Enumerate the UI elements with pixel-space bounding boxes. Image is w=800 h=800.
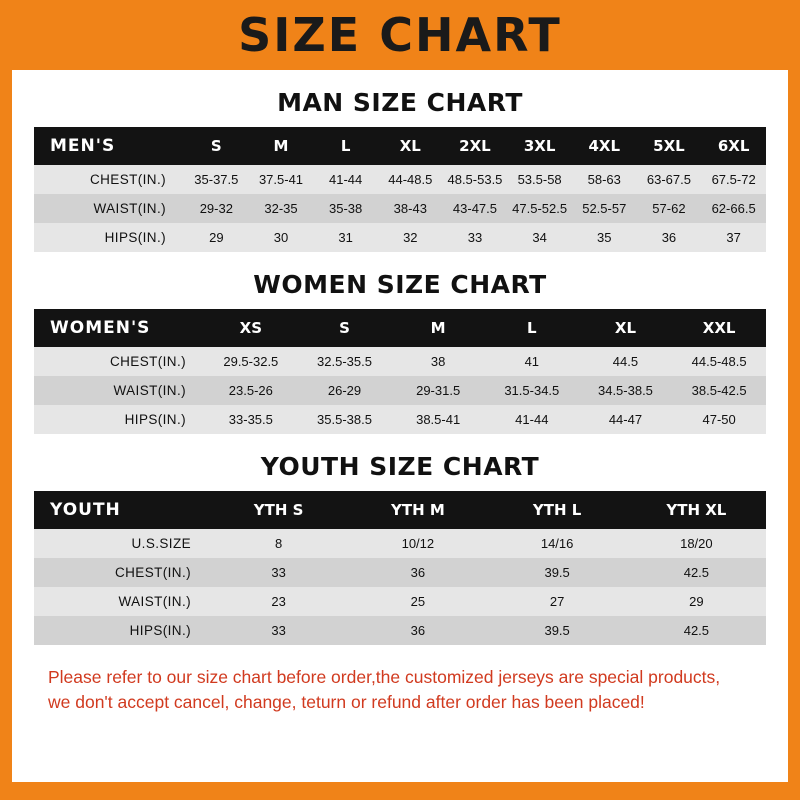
men-hips-l: 31 [313, 223, 378, 252]
youth-waist-m: 25 [348, 587, 487, 616]
men-waist-2xl: 43-47.5 [443, 194, 508, 223]
table-row [34, 587, 766, 616]
men-chest-s: 35-37.5 [184, 165, 249, 194]
table-row [34, 405, 766, 434]
footer-note [34, 659, 766, 716]
men-hips-m: 30 [249, 223, 314, 252]
women-waist-xl: 34.5-38.5 [579, 376, 673, 405]
youth-hips-m: 36 [348, 616, 487, 645]
women-hips-l: 41-44 [485, 405, 579, 434]
men-chest-6xl: 67.5-72 [701, 165, 766, 194]
women-size-table [34, 309, 766, 434]
men-waist-m: 32-35 [249, 194, 314, 223]
men-waist-s: 29-32 [184, 194, 249, 223]
women-chest-xl: 44.5 [579, 347, 673, 376]
men-waist-xl: 38-43 [378, 194, 443, 223]
youth-chest-m: 36 [348, 558, 487, 587]
men-header-title: MEN'S [34, 127, 184, 165]
men-header-2xl: 2XL [443, 127, 508, 165]
youth-header-m: YTH M [348, 491, 487, 529]
women-row-label-chest: CHEST(IN.) [34, 347, 204, 376]
men-header-3xl: 3XL [507, 127, 572, 165]
youth-section-title: YOUTH SIZE CHART [260, 452, 540, 481]
men-header-5xl: 5XL [637, 127, 702, 165]
table-header-row [34, 127, 766, 165]
men-waist-3xl: 47.5-52.5 [507, 194, 572, 223]
men-waist-l: 35-38 [313, 194, 378, 223]
youth-size-table [34, 491, 766, 645]
women-section-title: WOMEN SIZE CHART [253, 270, 547, 299]
youth-hips-xl: 42.5 [627, 616, 766, 645]
table-row [34, 165, 766, 194]
table-row [34, 376, 766, 405]
table-header-row [34, 491, 766, 529]
table-row [34, 529, 766, 558]
content [12, 88, 788, 716]
table-row [34, 558, 766, 587]
footer-note-line-1: Please refer to our size chart before order,the customized jerseys are special products, [48, 667, 721, 687]
women-header-xl: XL [579, 309, 673, 347]
women-hips-xxl: 47-50 [672, 405, 766, 434]
men-hips-s: 29 [184, 223, 249, 252]
youth-header-s: YTH S [209, 491, 348, 529]
table-row [34, 223, 766, 252]
men-header-xl: XL [378, 127, 443, 165]
men-header-m: M [249, 127, 314, 165]
men-hips-3xl: 34 [507, 223, 572, 252]
men-row-label-chest: CHEST(IN.) [34, 165, 184, 194]
women-header-title: WOMEN'S [34, 309, 204, 347]
banner [0, 0, 800, 70]
youth-header-title: YOUTH [34, 491, 209, 529]
youth-ussize-xl: 18/20 [627, 529, 766, 558]
men-chest-5xl: 63-67.5 [637, 165, 702, 194]
youth-row-label-hips: HIPS(IN.) [34, 616, 209, 645]
youth-ussize-s: 8 [209, 529, 348, 558]
women-chest-xs: 29.5-32.5 [204, 347, 298, 376]
banner-title: SIZE CHART [238, 8, 562, 62]
youth-ussize-m: 10/12 [348, 529, 487, 558]
women-row-label-waist: WAIST(IN.) [34, 376, 204, 405]
youth-chest-s: 33 [209, 558, 348, 587]
women-waist-m: 29-31.5 [391, 376, 485, 405]
youth-waist-l: 27 [488, 587, 627, 616]
youth-header-l: YTH L [488, 491, 627, 529]
women-header-l: L [485, 309, 579, 347]
youth-waist-s: 23 [209, 587, 348, 616]
youth-hips-s: 33 [209, 616, 348, 645]
men-waist-5xl: 57-62 [637, 194, 702, 223]
women-waist-s: 26-29 [298, 376, 392, 405]
youth-waist-xl: 29 [627, 587, 766, 616]
men-waist-4xl: 52.5-57 [572, 194, 637, 223]
women-chest-l: 41 [485, 347, 579, 376]
women-header-xxl: XXL [672, 309, 766, 347]
men-header-l: L [313, 127, 378, 165]
men-hips-6xl: 37 [701, 223, 766, 252]
women-waist-xxl: 38.5-42.5 [672, 376, 766, 405]
footer-note-line-2: we don't accept cancel, change, teturn or refund after order has been placed! [48, 692, 645, 713]
women-chest-m: 38 [391, 347, 485, 376]
youth-hips-l: 39.5 [488, 616, 627, 645]
table-row [34, 616, 766, 645]
women-hips-s: 35.5-38.5 [298, 405, 392, 434]
youth-chest-l: 39.5 [488, 558, 627, 587]
men-header-s: S [184, 127, 249, 165]
women-hips-xs: 33-35.5 [204, 405, 298, 434]
men-chest-3xl: 53.5-58 [507, 165, 572, 194]
women-header-s: S [298, 309, 392, 347]
men-waist-6xl: 62-66.5 [701, 194, 766, 223]
youth-row-label-chest: CHEST(IN.) [34, 558, 209, 587]
women-row-label-hips: HIPS(IN.) [34, 405, 204, 434]
women-chest-xxl: 44.5-48.5 [672, 347, 766, 376]
men-size-table [34, 127, 766, 252]
table-header-row [34, 309, 766, 347]
women-waist-l: 31.5-34.5 [485, 376, 579, 405]
men-header-6xl: 6XL [701, 127, 766, 165]
men-chest-l: 41-44 [313, 165, 378, 194]
men-section-title: MAN SIZE CHART [277, 88, 523, 117]
youth-row-label-ussize: U.S.SIZE [34, 529, 209, 558]
women-header-xs: XS [204, 309, 298, 347]
women-chest-s: 32.5-35.5 [298, 347, 392, 376]
table-row [34, 194, 766, 223]
men-hips-xl: 32 [378, 223, 443, 252]
men-hips-2xl: 33 [443, 223, 508, 252]
men-chest-xl: 44-48.5 [378, 165, 443, 194]
men-hips-4xl: 35 [572, 223, 637, 252]
men-chest-m: 37.5-41 [249, 165, 314, 194]
footer-bar [0, 782, 800, 800]
women-hips-xl: 44-47 [579, 405, 673, 434]
youth-header-xl: YTH XL [627, 491, 766, 529]
youth-row-label-waist: WAIST(IN.) [34, 587, 209, 616]
table-row [34, 347, 766, 376]
men-chest-2xl: 48.5-53.5 [443, 165, 508, 194]
youth-ussize-l: 14/16 [488, 529, 627, 558]
women-waist-xs: 23.5-26 [204, 376, 298, 405]
men-row-label-waist: WAIST(IN.) [34, 194, 184, 223]
men-hips-5xl: 36 [637, 223, 702, 252]
women-header-m: M [391, 309, 485, 347]
youth-chest-xl: 42.5 [627, 558, 766, 587]
women-hips-m: 38.5-41 [391, 405, 485, 434]
men-header-4xl: 4XL [572, 127, 637, 165]
men-chest-4xl: 58-63 [572, 165, 637, 194]
men-row-label-hips: HIPS(IN.) [34, 223, 184, 252]
